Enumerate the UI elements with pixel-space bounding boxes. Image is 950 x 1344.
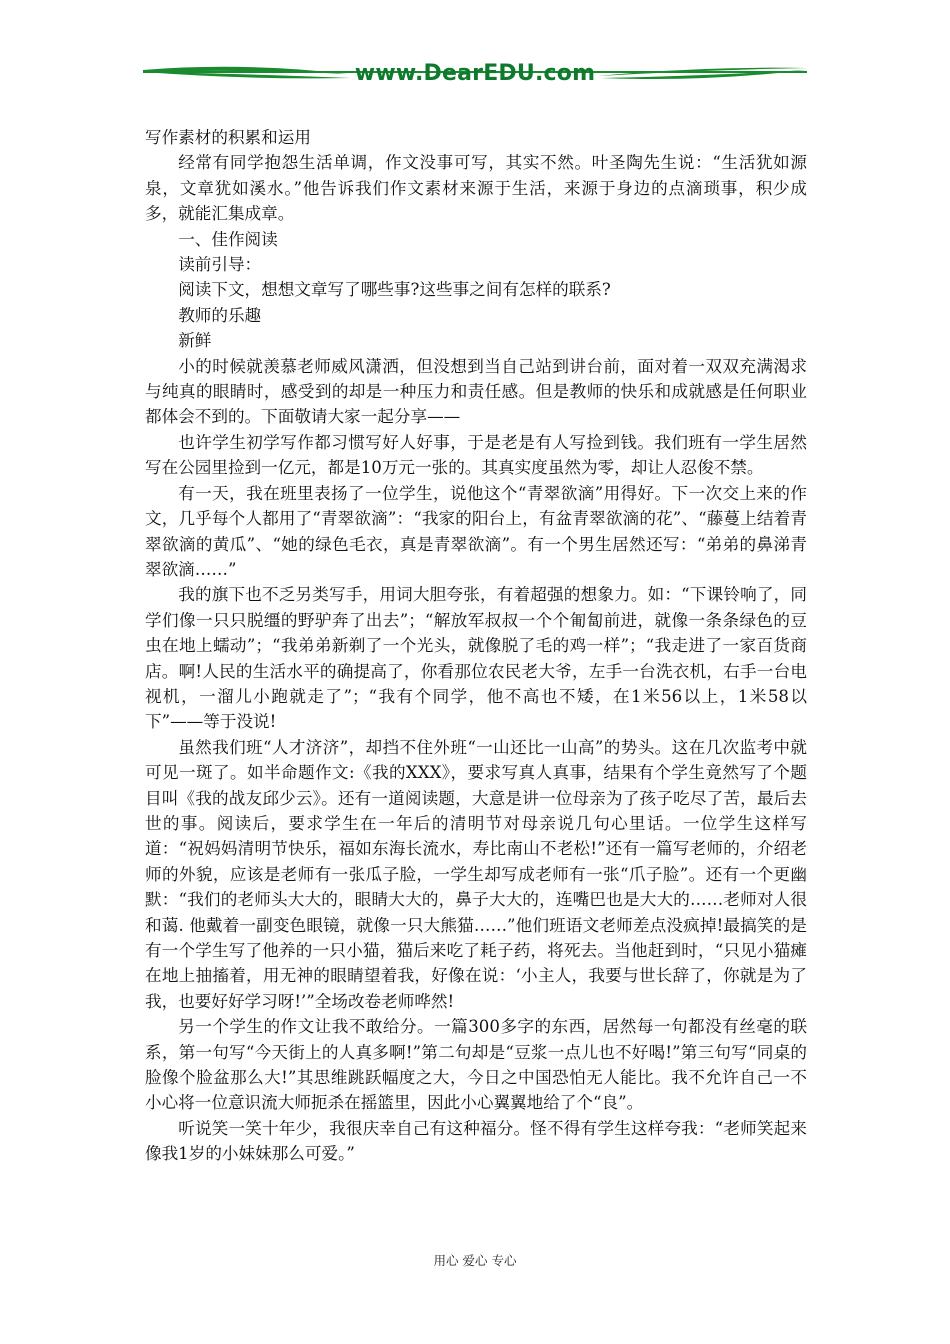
paragraph: 有一天，我在班里表扬了一位学生，说他这个“青翠欲滴”用得好。下一次交上来的作文，几乎每个人都用了“青翠欲滴”：“我家的阳台上，有盆青翠欲滴的花”、“藤蔓上结着青翠欲滴的黄瓜”、“她的绿色毛衣，真是青翠欲滴”。有一个男生居然还写：“弟弟的鼻涕青翠欲滴……”	[145, 483, 807, 579]
document-body	[145, 125, 807, 1167]
paragraph: 也许学生初学写作都习惯写好人好事，于是老是有人写捡到钱。我们班有一学生居然写在公园里捡到一亿元，都是10万元一张的。其真实度虽然为零，却让人忍俊不禁。	[145, 432, 807, 478]
paragraph: 我的旗下也不乏另类写手，用词大胆夸张，有着超强的想象力。如：“下课铃响了，同学们像一只只脱缰的野驴奔了出去”；“解放军叔叔一个个匍匐前进，就像一条条绿色的豆虫在地上蠕动”；“我弟弟新剃了一个光头，就像脱了毛的鸡一样”；“我走进了一家百货商店。啊!人民的生活水平的确提高了，你看那位农民老大爷，左手一台洗衣机，右手一台电视机，一溜儿小跑就走了”；“我有个同学，他不高也不矮，在1米56以上，1米58以下”——等于没说!	[145, 585, 807, 732]
paragraph: 虽然我们班“人才济济”，却挡不住外班“一山还比一山高”的势头。这在几次监考中就可见一斑了。如半命题作文:《我的XXX》，要求写真人真事，结果有个学生竟然写了个题目叫《我的战友邱少云》。还有一道阅读题，大意是讲一位母亲为了孩子吃尽了苦，最后去世的事。阅读后，要求学生在一年后的清明节对母亲说几句心里话。一位学生这样写道：“祝妈妈清明节快乐，福如东海长流水，寿比南山不老松!”还有一篇写老师的，介绍老师的外貌，应该是老师有一张瓜子脸，一学生却写成老师有一张“爪子脸”。还有一个更幽默：“我们的老师头大大的，眼睛大大的，鼻子大大的，连嘴巴也是大大的……老师对人很和蔼. 他戴着一副变色眼镜，就像一只大熊猫……”他们班语文老师差点没疯掉!最搞笑的是有一个学生写了他养的一只小猫，猫后来吃了耗子药，将死去。当他赶到时，“只见小猫瘫在地上抽搐着，用无神的眼睛望着我，好像在说：‘小主人，我要与世长辞了，你就是为了我，也要好好学习呀!’”全场改卷老师哗然!	[145, 737, 807, 1011]
page-footer: 用心 爱心 专心	[433, 1253, 517, 1268]
section-heading: 一、佳作阅读	[178, 229, 278, 249]
subheading: 新鲜	[178, 331, 212, 351]
article-title: 教师的乐趣	[178, 305, 262, 325]
paragraph: 读前引导：	[178, 255, 262, 275]
site-logo-text: www.DearEDU.com	[354, 61, 596, 86]
document-title: 写作素材的积累和运用	[145, 128, 311, 147]
paragraph: 听说笑一笑十年少，我很庆幸自己有这种福分。怪不得有学生这样夸我：“老师笑起来像我1岁的小妹妹那么可爱。”	[145, 1118, 807, 1164]
paragraph: 小的时候就羡慕老师威风潇洒，但没想到当自己站到讲台前，面对着一双双充满渴求与纯真的眼睛时，感受到的却是一种压力和责任感。但是教师的快乐和成就感是任何职业都体会不到的。下面敬请大家一起分享——	[145, 356, 807, 427]
page-header	[143, 58, 807, 98]
paragraph: 经常有同学抱怨生活单调，作文没事可写，其实不然。叶圣陶先生说：“生活犹如源泉，文章犹如溪水。”他告诉我们作文素材来源于生活，来源于身边的点滴琐事，积少成多，就能汇集成章。	[145, 153, 807, 224]
paragraph: 阅读下文，想想文章写了哪些事?这些事之间有怎样的联系?	[178, 280, 611, 300]
paragraph: 另一个学生的作文让我不敢给分。一篇300多字的东西，居然每一句都没有丝毫的联系，第一句写“今天街上的人真多啊!”第二句却是“豆浆一点儿也不好喝!”第三句写“同桌的脸像个脸盆那么大!”其思维跳跃幅度之大，今日之中国恐怕无人能比。我不允许自己一不小心将一位意识流大师扼杀在摇篮里，因此小心翼翼地给了个“良”。	[145, 1017, 807, 1113]
